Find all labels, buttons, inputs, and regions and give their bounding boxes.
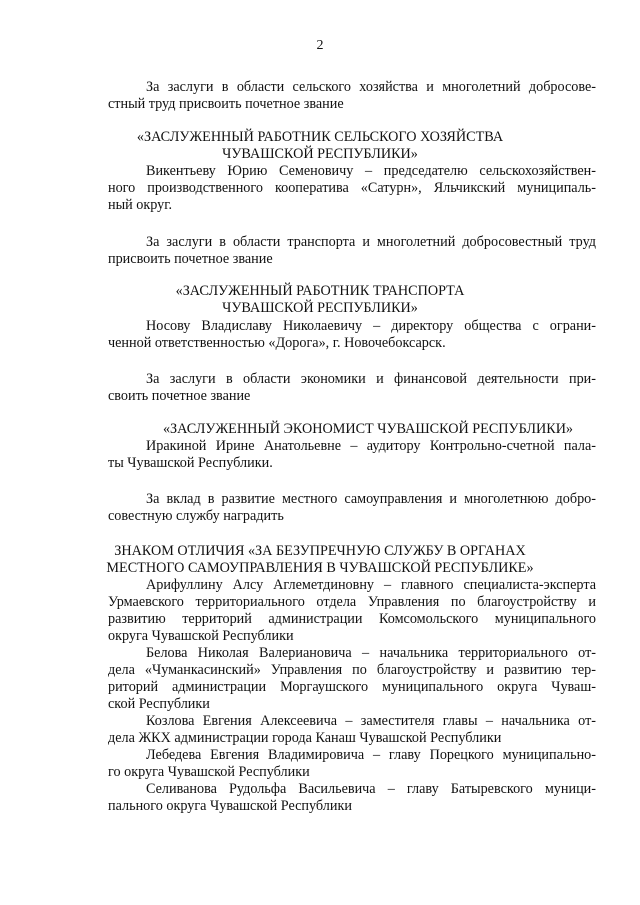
award-title-line: МЕСТНОГО САМОУПРАВЛЕНИЯ В ЧУВАШСКОЙ РЕСПУБЛИКЕ» xyxy=(106,560,534,576)
paragraph-line: риторий администрации Моргаушского муниципального округа Чуваш- xyxy=(108,679,596,695)
paragraph-line: За заслуги в области экономики и финансовой деятельности при- xyxy=(146,371,596,387)
paragraph-line: Носову Владиславу Николаевичу – директору общества с ограни- xyxy=(146,318,596,334)
paragraph-line: Козлова Евгения Алексеевича – заместителя главы – начальника от- xyxy=(146,713,596,729)
paragraph-line: развитию территорий администрации Комсомольского муниципального xyxy=(108,611,596,627)
award-title-line: «ЗАСЛУЖЕННЫЙ ЭКОНОМИСТ ЧУВАШСКОЙ РЕСПУБЛИКИ» xyxy=(162,421,574,437)
paragraph-line: своить почетное звание xyxy=(108,388,251,404)
paragraph-line: стный труд присвоить почетное звание xyxy=(108,96,344,112)
paragraph-line: дела ЖКХ администрации города Канаш Чувашской Республики xyxy=(108,730,502,746)
paragraph-line: Иракиной Ирине Анатольевне – аудитору Контрольно-счетной пала- xyxy=(146,438,596,454)
paragraph-line: округа Чувашской Республики xyxy=(108,628,294,644)
paragraph-line: ного производственного кооператива «Сатурн», Яльчикский муниципаль- xyxy=(108,180,596,196)
paragraph-line: ской Республики xyxy=(108,696,210,712)
paragraph-line: ченной ответственностью «Дорога», г. Новочебоксарск. xyxy=(108,335,446,351)
paragraph-line: ты Чувашской Республики. xyxy=(108,455,273,471)
paragraph-line: Викентьеву Юрию Семеновичу – председателю сельскохозяйствен- xyxy=(146,163,596,179)
paragraph-line: пального округа Чувашской Республики xyxy=(108,798,352,814)
paragraph-line: За вклад в развитие местного самоуправления и многолетнюю добро- xyxy=(146,491,596,507)
paragraph-line: За заслуги в области сельского хозяйства и многолетний добросове- xyxy=(146,79,596,95)
paragraph-line: За заслуги в области транспорта и многолетний добросовестный труд xyxy=(146,234,596,250)
page-number: 2 xyxy=(316,38,324,53)
paragraph-line: Селиванова Рудольфа Васильевича – главу Батыревского муници- xyxy=(146,781,596,797)
award-title-line: ЗНАКОМ ОТЛИЧИЯ «ЗА БЕЗУПРЕЧНУЮ СЛУЖБУ В ОРГАНАХ xyxy=(114,543,526,559)
paragraph-line: дела «Чуманкасинский» Управления по благоустройству и развитию тер- xyxy=(108,662,596,678)
paragraph-line: ный округ. xyxy=(108,197,173,213)
paragraph-line: го округа Чувашской Республики xyxy=(108,764,310,780)
paragraph-line: Урмаевского территориального отдела Управления по благоустройству и xyxy=(108,594,596,610)
award-title-line: «ЗАСЛУЖЕННЫЙ РАБОТНИК СЕЛЬСКОГО ХОЗЯЙСТВА xyxy=(136,129,504,145)
paragraph-line: совестную службу наградить xyxy=(108,508,284,524)
award-title-line: ЧУВАШСКОЙ РЕСПУБЛИКИ» xyxy=(222,300,418,316)
award-title-line: ЧУВАШСКОЙ РЕСПУБЛИКИ» xyxy=(222,146,418,162)
paragraph-line: Арифуллину Алсу Аглеметдиновну – главного специалиста-эксперта xyxy=(146,577,596,593)
paragraph-line: Лебедева Евгения Владимировича – главу Порецкого муниципально- xyxy=(146,747,596,763)
paragraph-line: присвоить почетное звание xyxy=(108,251,273,267)
paragraph-line: Белова Николая Валериановича – начальника территориального от- xyxy=(146,645,596,661)
award-title-line: «ЗАСЛУЖЕННЫЙ РАБОТНИК ТРАНСПОРТА xyxy=(175,283,465,299)
